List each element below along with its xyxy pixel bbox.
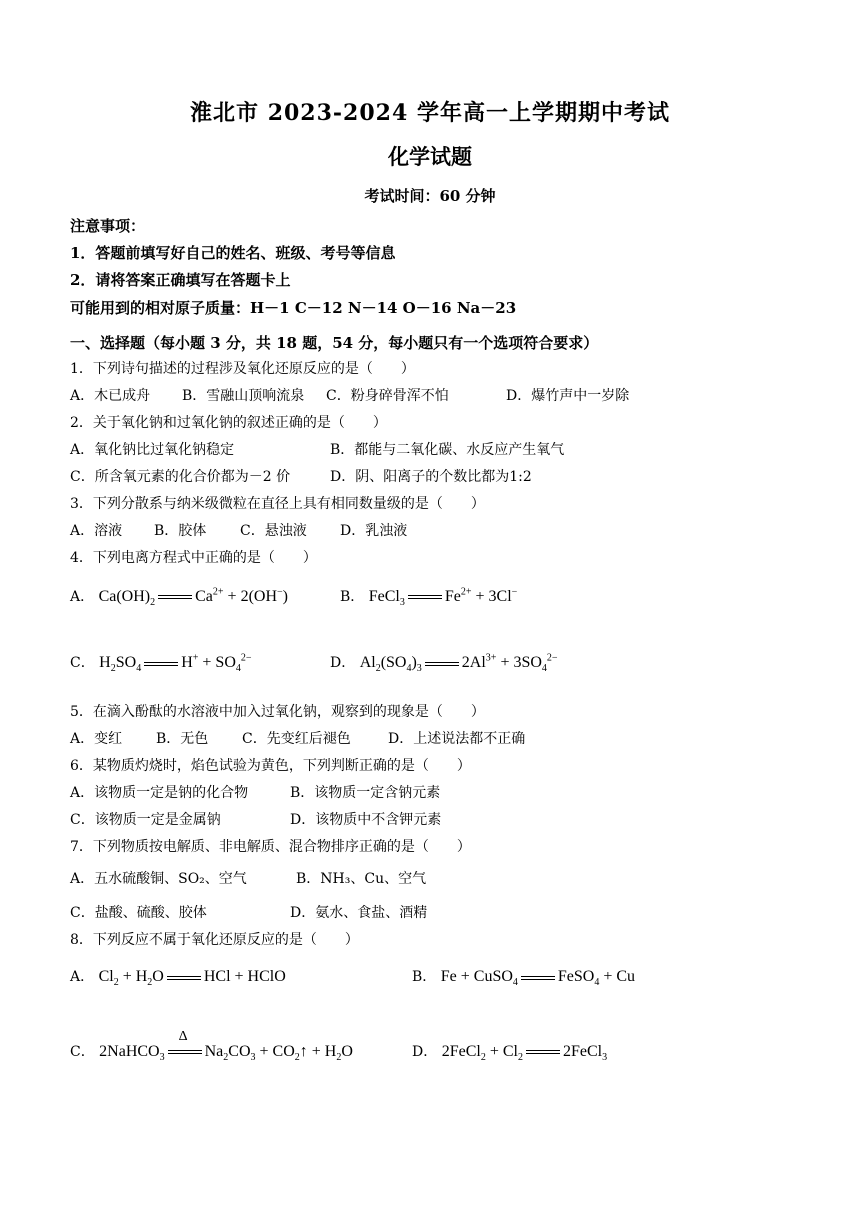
option-a: A．氧化钠比过氧化钠稳定 [70,442,235,458]
option-a: A． $Ca(OH)_2$ $Ca^{2+} + 2(OH^-)$ [70,586,288,609]
note-item: 1．答题前填写好自己的姓名、班级、考号等信息 [70,244,396,262]
question-options [70,869,790,889]
option-a: A．该物质一定是钠的化合物 [70,785,249,802]
option-b: B．胶体 [154,523,207,539]
option-d: D．爆竹声中一岁除 [506,388,630,404]
question-stem: 2．关于氧化钠和过氧化钠的叙述正确的是（ ） [70,415,387,431]
question-options [70,386,790,406]
option-c: C．粉身碎骨浑不怕 [326,388,449,404]
option-b: B．雪融山顶响流泉 [182,388,305,404]
heat-symbol: Δ [178,1028,188,1044]
option-d: D．乳浊液 [340,523,408,539]
question-options [70,903,790,923]
option-c: C．该物质一定是金属钠 [70,812,221,829]
atomic-mass-line: 可能用到的相对原子质量：H－1 C－12 N－14 O－16 Na－23 [70,299,517,317]
option-c: C．盐酸、硫酸、胶体 [70,905,207,922]
option-b: B．该物质一定含钠元素 [290,785,441,802]
notes-heading: 注意事项： [70,217,146,235]
option-b: B．NH₃、Cu、空气 [296,871,427,888]
question-stem: 6．某物质灼烧时，焰色试验为黄色，下列判断正确的是（ ） [70,758,471,775]
option-a: A．木已成舟 [70,388,151,404]
section-heading: 一、选择题（每小题 3 分，共 18 题，54 分，每小题只有一个选项符合要求） [70,334,599,352]
option-a: A． $Cl_2 + H_2O$ HCl + HClO [70,968,286,989]
question-options [70,521,790,541]
question-stem: 5．在滴入酚酞的水溶液中加入过氧化钠，观察到的现象是（ ） [70,704,485,721]
question-stem: 1．下列诗句描述的过程涉及氧化还原反应的是（ ） [70,361,415,377]
question-stem: 4．下列电离方程式中正确的是（ ） [70,550,317,566]
question-options [70,729,790,749]
question-options [70,810,790,830]
option-c: C．所含氧元素的化合价都为－2 价 [70,469,291,485]
question-options [70,1028,790,1063]
option-b: B．无色 [156,731,209,748]
option-c: C．先变红后褪色 [242,731,351,748]
option-d: D．上述说法都不正确 [388,731,526,748]
option-d: D．阴、阳离子的个数比都为1:2 [330,469,532,485]
question-options [70,652,790,674]
option-d: D． $Al_2(SO_4)_3$ $2Al^{3+} + 3SO_4^{2-}$ [330,652,558,675]
option-c: C． $H_2SO_4$ $H^+ + SO_4^{2-}$ [70,652,252,675]
option-d: D． 2FeCl$_2$ + $Cl_2$ 2FeCl$_3$ [412,1042,608,1063]
question-stem: 3．下列分散系与纳米级微粒在直径上具有相同数量级的是（ ） [70,496,485,512]
option-a: A．溶液 [70,523,123,539]
option-c: C．悬浊液 [240,523,307,539]
question-stem: 8．下列反应不属于氧化还原反应的是（ ） [70,932,359,949]
exam-page [70,96,790,1063]
option-a: A．五水硫酸铜、SO₂、空气 [70,871,247,888]
question-options [70,783,790,803]
question-options [70,966,790,988]
question-options [70,467,790,487]
option-d: D．该物质中不含钾元素 [290,812,442,829]
note-item: 2．请将答案正确填写在答题卡上 [70,271,291,289]
option-d: D．氨水、食盐、酒精 [290,905,428,922]
option-c: C． 2NaHCO$_3$ Δ $Na_2CO_3$ + $CO_2↑ + H_2O$ [70,1028,353,1063]
option-b: B． FeCl$_3$ $Fe^{2+} + 3Cl^-$ [340,586,518,609]
exam-title: 淮北市 2023-2024 学年高一上学期期中考试 [190,100,670,126]
option-b: B． Fe + CuSO$_4$ FeSO$_4$ + Cu [412,968,636,989]
option-a: A．变红 [70,731,123,748]
exam-subtitle: 化学试题 [388,144,472,169]
option-b: B．都能与二氧化碳、水反应产生氧气 [330,442,565,458]
question-options [70,586,790,608]
question-stem: 7．下列物质按电解质、非电解质、混合物排序正确的是（ ） [70,839,471,856]
question-options [70,440,790,460]
exam-time: 考试时间：60 分钟 [364,187,496,205]
